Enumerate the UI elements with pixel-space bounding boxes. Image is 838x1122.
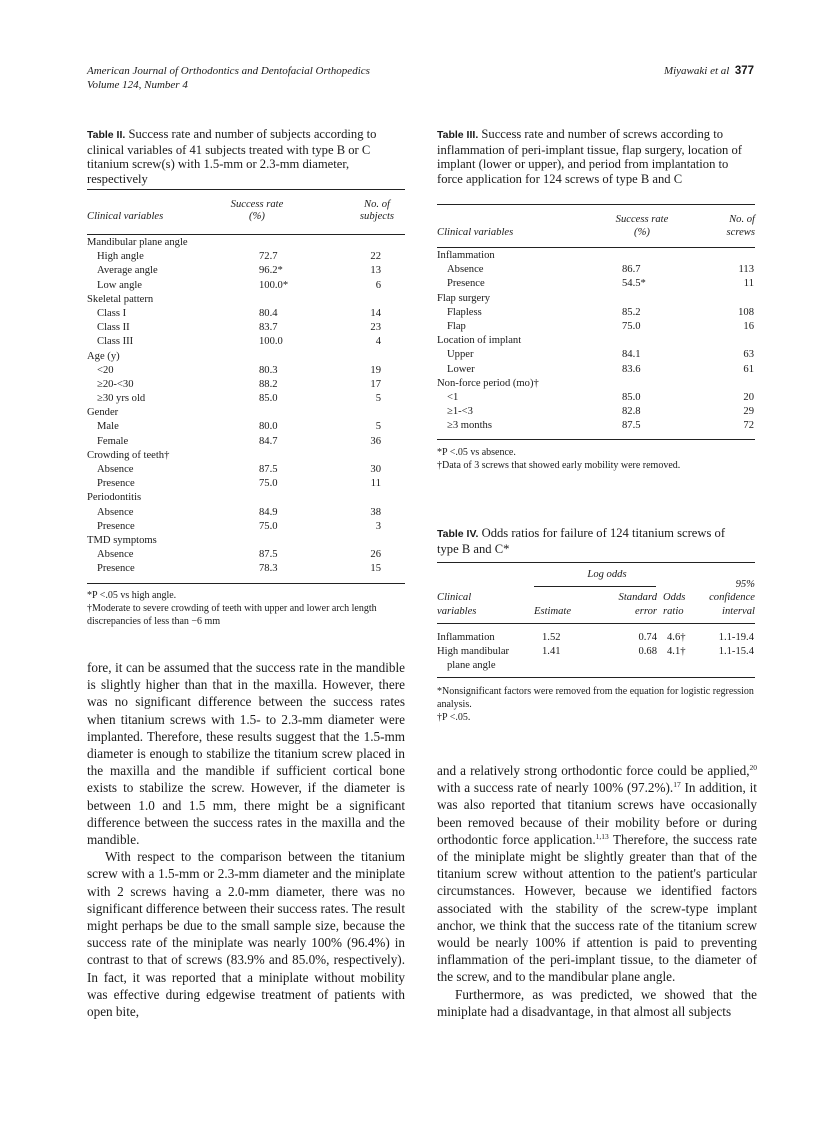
table3-caption-text: Success rate and number of screws according to inflammation of peri-implant tissue, flap surgery, location of implant (lower or upper), and period from implantation to force application for 124 screws of type B and C xyxy=(437,127,742,186)
ci-cell: 1.1-19.4 xyxy=(718,632,754,643)
citation-ref: 1,13 xyxy=(595,831,609,841)
row-label: Flapless xyxy=(447,306,482,318)
right-paragraph-1 xyxy=(437,762,757,986)
row-label: Flap xyxy=(447,320,466,332)
row-label: <20 xyxy=(97,364,114,376)
table-row xyxy=(437,659,755,673)
success-rate-cell: 84.1 xyxy=(622,349,641,361)
table4-col-se-1: Standard xyxy=(618,592,657,603)
journal-header xyxy=(87,64,370,92)
count-cell: 26 xyxy=(370,549,381,561)
row-label: Inflammation xyxy=(437,250,495,261)
success-rate-cell: 85.2 xyxy=(622,306,641,318)
table2-bottom-rule xyxy=(87,583,405,584)
table-row xyxy=(437,277,755,291)
table4-log-odds-rule xyxy=(534,586,656,587)
count-cell: 15 xyxy=(370,563,381,575)
row-label: Inflammation xyxy=(437,632,495,643)
table-row xyxy=(87,236,405,250)
row-label: ≥3 months xyxy=(447,420,492,432)
estimate-cell: 1.41 xyxy=(542,646,561,658)
success-rate-cell: 100.0 xyxy=(259,336,283,348)
row-label: ≥20-<30 xyxy=(97,378,134,390)
table-row xyxy=(87,321,405,335)
table3-caption xyxy=(437,127,757,186)
row-label: Absence xyxy=(97,464,134,475)
row-label: Average angle xyxy=(97,265,158,277)
row-label: Absence xyxy=(97,549,134,561)
row-label: Mandibular plane angle xyxy=(87,237,188,248)
right-p1-part-c: In addition, it was also reported that titanium screws have occasionally been removed because of their mobility before or during orthodontic force application. xyxy=(437,780,757,847)
ci-cell: 1.1-15.4 xyxy=(718,646,754,658)
table4-col-se-2: error xyxy=(635,606,657,617)
table2-footnote-2: †Moderate to severe crowding of teeth with upper and lower arch length discrepancies of less than −6 mm xyxy=(87,603,377,627)
table3-label: Table III. xyxy=(437,129,479,141)
row-label: Presence xyxy=(447,278,485,290)
success-rate-cell: 83.7 xyxy=(259,322,278,334)
table3-col-rate-1: Success rate xyxy=(615,214,669,225)
success-rate-cell: 85.0 xyxy=(259,393,278,405)
table-row xyxy=(87,264,405,278)
row-label: Presence xyxy=(97,520,135,532)
count-cell: 29 xyxy=(743,406,754,418)
row-label: Gender xyxy=(87,407,119,419)
count-cell: 17 xyxy=(370,378,381,390)
success-rate-cell: 80.3 xyxy=(259,364,278,376)
success-rate-cell: 54.5* xyxy=(622,278,646,290)
count-cell: 19 xyxy=(370,364,381,376)
count-cell: 5 xyxy=(375,393,381,405)
success-rate-cell: 80.4 xyxy=(259,307,278,319)
right-p1-part-d: Therefore, the success rate of the miniplate might be slightly greater than that of the titanium screw without attention to the patient's particular circumstances. However, because we identified factors associated with the stability of the screw-type implant anchor, we think that the success rate of the titanium screw would be nearly 100% if attention is paid to preventing inflammation of the peri-implant tissue, to the diameter of the screw, and to the mandibular plane angle. xyxy=(437,831,757,985)
left-column-text xyxy=(87,659,405,1020)
table4-log-odds: Log odds xyxy=(587,569,627,580)
row-label: Female xyxy=(97,435,129,447)
table2-col-variables: Clinical variables xyxy=(87,211,164,222)
table3-col-rate-2: (%) xyxy=(634,227,650,238)
row-label: High mandibular xyxy=(437,646,510,658)
table3-bottom-rule xyxy=(437,439,755,440)
table2-col-rate-1: Success rate xyxy=(230,199,284,210)
success-rate-cell: 96.2* xyxy=(259,265,283,277)
std-error-cell: 0.68 xyxy=(638,646,657,658)
count-cell: 38 xyxy=(370,506,381,518)
success-rate-cell: 87.5 xyxy=(622,420,641,432)
std-error-cell: 0.74 xyxy=(638,632,657,643)
table-row xyxy=(437,348,755,362)
count-cell: 30 xyxy=(370,464,381,475)
table-row xyxy=(437,363,755,377)
table-row xyxy=(87,491,405,505)
count-cell: 14 xyxy=(370,307,381,319)
success-rate-cell: 87.5 xyxy=(259,549,278,561)
table3-body xyxy=(437,249,755,433)
row-label: Crowding of teeth† xyxy=(87,449,170,461)
count-cell: 72 xyxy=(743,420,754,432)
citation-ref: 20 xyxy=(749,763,757,772)
table2-header-rule xyxy=(87,234,405,235)
count-cell: 61 xyxy=(743,363,754,375)
authors: Miyawaki et al xyxy=(663,65,730,77)
right-p1-part-a: and a relatively strong orthodontic force could be applied, xyxy=(437,763,750,778)
table3-col-n-2: screws xyxy=(726,227,755,238)
table2-col-n-2: subjects xyxy=(359,211,395,222)
table4-col-variables-1: Clinical xyxy=(437,592,472,603)
table4-col-or-1: Odds xyxy=(663,592,686,603)
table2-col-rate-2: (%) xyxy=(249,211,265,222)
table-row xyxy=(437,645,755,659)
success-rate-cell: 78.3 xyxy=(259,563,278,575)
odds-ratio-cell: 4.6† xyxy=(667,632,686,643)
table-row xyxy=(87,335,405,349)
success-rate-cell: 75.0 xyxy=(622,320,641,332)
success-rate-cell: 84.9 xyxy=(259,506,278,518)
table2-label: Table II. xyxy=(87,129,126,141)
table2-footnote-1: *P <.05 vs high angle. xyxy=(87,590,177,601)
count-cell: 108 xyxy=(738,306,754,318)
table-row xyxy=(437,631,755,645)
row-label: Age (y) xyxy=(87,350,120,362)
running-head-right xyxy=(664,64,754,78)
table4-caption xyxy=(437,526,737,556)
table-row xyxy=(87,293,405,307)
table2-body xyxy=(87,236,405,577)
table4-bottom-rule xyxy=(437,677,755,678)
table-row xyxy=(87,534,405,548)
right-paragraph-2: Furthermore, as was predicted, we showed that the miniplate had a disadvantage, in that almost all subjects xyxy=(437,986,757,1019)
right-p1-part-b: with a success rate of nearly 100% (97.2%). xyxy=(437,780,674,796)
table-row xyxy=(437,306,755,320)
row-label: Low angle xyxy=(97,279,143,291)
table-row xyxy=(87,350,405,364)
count-cell: 16 xyxy=(743,320,754,332)
table4-footnote-1: *Nonsignificant factors were removed from the equation for logistic regression analysis. xyxy=(437,686,754,710)
journal-title: American Journal of Orthodontics and Dentofacial Orthopedics xyxy=(87,65,370,77)
row-label: Absence xyxy=(97,506,134,518)
table4-col-ci-3: interval xyxy=(722,606,755,617)
table-row xyxy=(87,506,405,520)
count-cell: 3 xyxy=(375,520,381,532)
table-row xyxy=(437,263,755,277)
table-row xyxy=(437,405,755,419)
odds-ratio-cell: 4.1† xyxy=(667,646,686,658)
success-rate-cell: 86.7 xyxy=(622,264,641,276)
row-label: Class II xyxy=(97,322,130,334)
count-cell: 13 xyxy=(370,265,381,277)
table-row xyxy=(437,391,755,405)
table2-top-rule xyxy=(87,189,405,190)
table4-body xyxy=(437,631,755,674)
row-label: Absence xyxy=(447,264,484,276)
row-label: ≥1-<3 xyxy=(447,406,473,418)
count-cell: 5 xyxy=(375,421,381,433)
table2-caption-text: Success rate and number of subjects according to clinical variables of 41 subjects treated with type B or C titanium screw(s) with 1.5-mm or 2.3-mm diameter, respectively xyxy=(87,127,377,186)
table2-caption xyxy=(87,127,407,186)
left-paragraph-2: With respect to the comparison between the titanium screw with a 1.5-mm or 2.3-mm diameter and the miniplate with 2 screws having a 2.0-mm diameter, there was no significant difference between their success rates. The result might perhaps be due to the small sample size, because the success rate of the miniplate was nearly 100% (96.4%) in contrast to that of screws (83.9% and 85.0%, respectively). In fact, it was reported that a miniplate without mobility was effective during edgewise treatment of patients with open bite, xyxy=(87,849,405,1020)
success-rate-cell: 80.0 xyxy=(259,421,278,433)
table-row xyxy=(87,420,405,434)
citation-ref: 17 xyxy=(673,780,681,790)
table4-col-ci-1: 95% xyxy=(735,579,755,590)
row-label: <1 xyxy=(447,391,459,403)
count-cell: 4 xyxy=(375,336,381,348)
row-label: Flap surgery xyxy=(437,292,491,304)
table-row xyxy=(87,378,405,392)
row-label: plane angle xyxy=(447,660,496,672)
table4-caption-text: Odds ratios for failure of 124 titanium screws of type B and C* xyxy=(437,526,726,556)
journal-volume: Volume 124, Number 4 xyxy=(87,79,188,91)
success-rate-cell: 88.2 xyxy=(259,378,278,390)
row-label: Upper xyxy=(447,349,474,361)
table2-col-n-1: No. of xyxy=(364,199,390,210)
success-rate-cell: 82.8 xyxy=(622,406,641,418)
table-row xyxy=(87,392,405,406)
table3-footnote-2: †Data of 3 screws that showed early mobility were removed. xyxy=(437,460,681,471)
table4-top-rule xyxy=(437,562,755,563)
row-label: Presence xyxy=(97,478,135,490)
count-cell: 22 xyxy=(370,251,381,263)
table3-footnote-1: *P <.05 vs absence. xyxy=(437,447,516,458)
page-number: 377 xyxy=(734,65,754,77)
row-label: Non-force period (mo)† xyxy=(437,377,539,389)
success-rate-cell: 75.0 xyxy=(259,478,278,490)
table-row xyxy=(437,377,755,391)
count-cell: 36 xyxy=(370,435,381,447)
table-row xyxy=(437,292,755,306)
count-cell: 11 xyxy=(743,278,754,290)
success-rate-cell: 100.0* xyxy=(259,279,289,291)
row-label: Male xyxy=(97,421,119,433)
table-row xyxy=(87,307,405,321)
table-row xyxy=(87,449,405,463)
count-cell: 11 xyxy=(370,478,381,490)
table-row xyxy=(87,279,405,293)
row-label: Periodontitis xyxy=(87,492,142,504)
table-row xyxy=(437,249,755,263)
table4-col-ci-2: confidence xyxy=(709,592,755,603)
estimate-cell: 1.52 xyxy=(542,632,561,643)
right-column-text xyxy=(437,762,757,1020)
table-row xyxy=(87,548,405,562)
table4-header-rule xyxy=(437,623,755,624)
table4-col-or-2: ratio xyxy=(663,606,684,617)
row-label: Presence xyxy=(97,563,135,575)
table4-label: Table IV. xyxy=(437,528,479,540)
table-row xyxy=(87,250,405,264)
row-label: ≥30 yrs old xyxy=(97,393,146,405)
table-row xyxy=(437,334,755,348)
left-paragraph-1: fore, it can be assumed that the success rate in the mandible is slightly higher than that in the maxilla. However, there was no significant difference between the success rates when titanium screws with 1.5- to 2.3-mm diameter were implanted. Therefore, these results suggest that the 1.5-mm diameter is enough to stabilize the titanium screw placed in the maxilla and the mandible if sufficient cortical bone exists to stabilize the screw. However, if the diameter is between 1.0 and 1.5 mm, there might be a significant difference between the success rates in the maxilla and the mandible. xyxy=(87,660,405,848)
table-row xyxy=(87,520,405,534)
success-rate-cell: 83.6 xyxy=(622,363,641,375)
table2-header xyxy=(87,198,405,230)
success-rate-cell: 84.7 xyxy=(259,435,278,447)
table4-footnote-2: †P <.05. xyxy=(437,712,471,723)
count-cell: 113 xyxy=(738,264,754,276)
row-label: Location of implant xyxy=(437,335,522,347)
table2-footnotes xyxy=(87,589,405,628)
row-label: Class I xyxy=(97,307,127,319)
table-row xyxy=(87,562,405,576)
table4-header xyxy=(437,568,755,620)
table-row xyxy=(437,419,755,433)
table-row xyxy=(87,435,405,449)
table3-header xyxy=(437,213,755,245)
table4-col-variables-2: variables xyxy=(437,606,477,617)
success-rate-cell: 85.0 xyxy=(622,391,641,403)
count-cell: 63 xyxy=(743,349,754,361)
success-rate-cell: 72.7 xyxy=(259,251,278,263)
table-row xyxy=(87,463,405,477)
table3-footnotes xyxy=(437,446,755,472)
table3-col-variables: Clinical variables xyxy=(437,227,514,238)
table4-footnotes xyxy=(437,685,757,724)
table4-col-estimate: Estimate xyxy=(534,606,572,617)
row-label: Lower xyxy=(447,363,475,375)
row-label: TMD symptoms xyxy=(87,534,157,546)
table3-top-rule xyxy=(437,204,755,205)
row-label: High angle xyxy=(97,251,144,263)
count-cell: 20 xyxy=(743,391,754,403)
table3-col-n-1: No. of xyxy=(729,214,755,225)
table-row xyxy=(87,406,405,420)
table-row xyxy=(87,477,405,491)
row-label: Class III xyxy=(97,336,134,348)
success-rate-cell: 87.5 xyxy=(259,464,278,475)
table3-header-rule xyxy=(437,247,755,248)
success-rate-cell: 75.0 xyxy=(259,520,278,532)
row-label: Skeletal pattern xyxy=(87,293,154,305)
count-cell: 6 xyxy=(375,279,381,291)
table-row xyxy=(87,364,405,378)
table-row xyxy=(437,320,755,334)
count-cell: 23 xyxy=(370,322,381,334)
